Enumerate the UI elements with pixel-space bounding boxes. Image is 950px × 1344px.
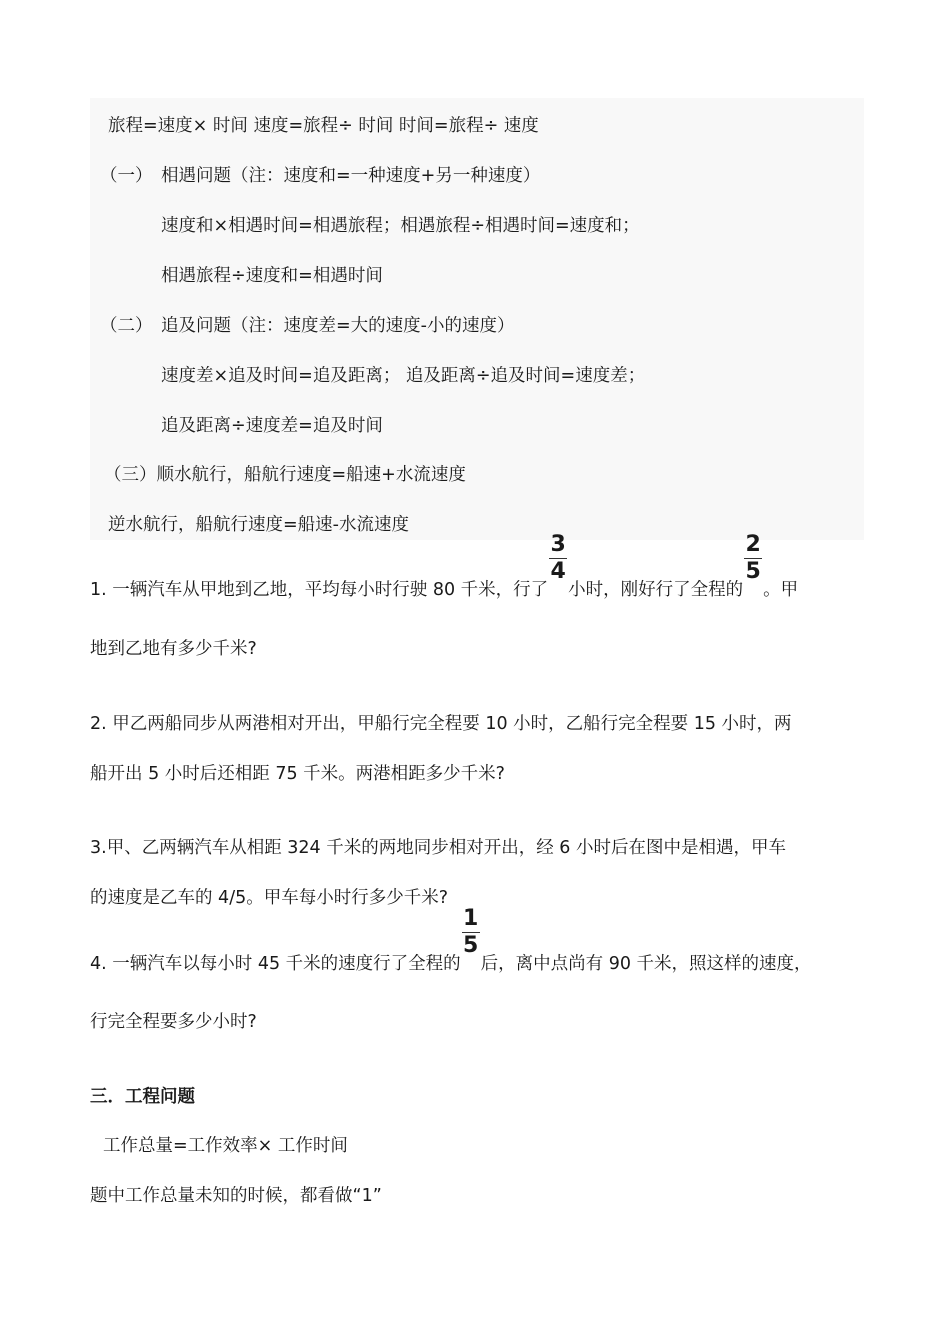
meet-label: （一）	[100, 166, 153, 186]
problem-4-line-1	[90, 906, 812, 976]
problem-3-line-2: 的速度是乙车的 4/5。甲车每小时行多少千米?	[90, 888, 449, 908]
problem-3-line-1: 3.甲、乙两辆汽车从相距 324 千米的两地同步相对开出，经 6 小时后在图中是相遇，甲车	[90, 838, 786, 858]
fraction-one-fifth: $\frac{1}{5}$	[463, 906, 479, 958]
problem-2-line-1: 2. 甲乙两船同步从两港相对开出，甲船行完全程要 10 小时，乙船行完全程要 15 小时，两	[90, 714, 792, 734]
fraction-two-fifths: $\frac{2}{5}$	[745, 532, 761, 584]
meet-formula-1: 速度和×相遇时间=相遇旅程；相遇旅程÷相遇时间=速度和；	[161, 216, 640, 236]
work-formula: 工作总量=工作效率× 工作时间	[103, 1136, 348, 1156]
fraction-three-quarters: $\frac{3}{4}$	[550, 532, 566, 584]
chase-label: （二）	[100, 316, 153, 336]
problem-1-text-a: 1. 一辆汽车从甲地到乙地，平均每小时行驶 80 千米，行了	[90, 580, 549, 600]
problem-1-text-b: 小时，刚好行了全程的	[568, 580, 744, 600]
work-note: 题中工作总量未知的时候，都看做“1”	[90, 1186, 382, 1206]
problem-1-line-1	[90, 532, 799, 602]
problem-2-line-2: 船开出 5 小时后还相距 75 千米。两港相距多少千米?	[90, 764, 505, 784]
upstream-formula: 逆水航行，船航行速度=船速-水流速度	[108, 515, 409, 535]
meet-title: 相遇问题（注：速度和=一种速度+另一种速度）	[161, 166, 541, 186]
problem-4-text-b: 后，离中点尚有 90 千米，照这样的速度，	[480, 954, 812, 974]
problem-4-text-a: 4. 一辆汽车以每小时 45 千米的速度行了全程的	[90, 954, 461, 974]
downstream-formula: （三）顺水航行，船航行速度=船速+水流速度	[104, 465, 466, 485]
problem-4-line-2: 行完全程要多少小时?	[90, 1012, 257, 1032]
chase-formula-1: 速度差×追及时间=追及距离； 追及距离÷追及时间=速度差；	[161, 366, 646, 386]
problem-1-line-2: 地到乙地有多少千米?	[90, 639, 257, 659]
meet-formula-2: 相遇旅程÷速度和=相遇时间	[161, 266, 383, 286]
basic-formula: 旅程=速度× 时间 速度=旅程÷ 时间 时间=旅程÷ 速度	[108, 116, 539, 136]
chase-formula-2: 追及距离÷速度差=追及时间	[161, 416, 383, 436]
chase-title: 追及问题（注：速度差=大的速度-小的速度）	[161, 316, 515, 336]
problem-1-text-c: 。甲	[763, 580, 799, 600]
section-3-heading: 三．工程问题	[90, 1087, 195, 1107]
